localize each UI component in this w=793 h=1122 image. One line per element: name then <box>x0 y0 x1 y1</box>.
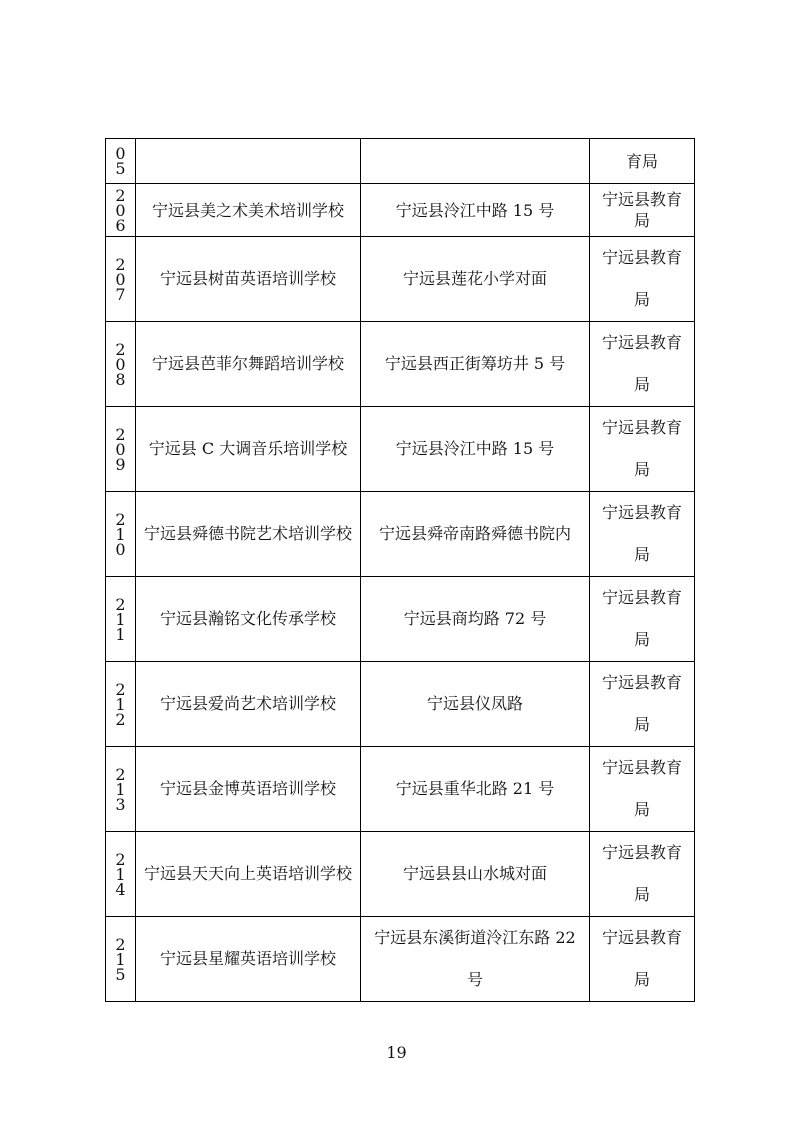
school-name-cell: 宁远县金博英语培训学校 <box>136 747 361 832</box>
department-cell: 宁远县教育局 <box>590 492 695 577</box>
row-number: 2 0 6 <box>106 184 136 237</box>
row-number: 2 0 8 <box>106 322 136 407</box>
school-name-cell: 宁远县天天向上英语培训学校 <box>136 832 361 917</box>
department-cell: 宁远县教育局 <box>590 322 695 407</box>
row-number: 2 0 9 <box>106 407 136 492</box>
address-cell: 宁远县县山水城对面 <box>361 832 590 917</box>
table-row <box>106 322 695 407</box>
school-name-cell <box>136 139 361 184</box>
department-cell: 宁远县教育局 <box>590 747 695 832</box>
table-row <box>106 237 695 322</box>
address-cell: 宁远县仪凤路 <box>361 662 590 747</box>
row-number: 2 1 3 <box>106 747 136 832</box>
table-row <box>106 184 695 237</box>
address-cell: 宁远县莲花小学对面 <box>361 237 590 322</box>
school-name-cell: 宁远县瀚铭文化传承学校 <box>136 577 361 662</box>
table-row <box>106 139 695 184</box>
table-row <box>106 407 695 492</box>
department-cell: 宁远县教育局 <box>590 577 695 662</box>
department-cell: 宁远县教育局 <box>590 662 695 747</box>
school-name-cell: 宁远县舜德书院艺术培训学校 <box>136 492 361 577</box>
department-cell: 宁远县教育局 <box>590 184 695 237</box>
table-row <box>106 917 695 1002</box>
address-cell: 宁远县泠江中路 15 号 <box>361 407 590 492</box>
table-row <box>106 492 695 577</box>
address-cell: 宁远县西正街筹坊井 5 号 <box>361 322 590 407</box>
table-row <box>106 662 695 747</box>
address-cell: 宁远县商均路 72 号 <box>361 577 590 662</box>
address-cell: 宁远县舜帝南路舜德书院内 <box>361 492 590 577</box>
address-cell: 宁远县东溪街道泠江东路 22 号 <box>361 917 590 1002</box>
table-row <box>106 832 695 917</box>
page-number: 19 <box>386 1043 407 1062</box>
department-cell: 宁远县教育局 <box>590 832 695 917</box>
row-number: 2 1 4 <box>106 832 136 917</box>
school-name-cell: 宁远县 C 大调音乐培训学校 <box>136 407 361 492</box>
school-name-cell: 宁远县美之术美术培训学校 <box>136 184 361 237</box>
row-number: 0 5 <box>106 139 136 184</box>
row-number: 2 1 5 <box>106 917 136 1002</box>
row-number: 2 1 1 <box>106 577 136 662</box>
address-cell <box>361 139 590 184</box>
school-name-cell: 宁远县树苗英语培训学校 <box>136 237 361 322</box>
address-cell: 宁远县泠江中路 15 号 <box>361 184 590 237</box>
school-name-cell: 宁远县星耀英语培训学校 <box>136 917 361 1002</box>
department-cell: 宁远县教育局 <box>590 237 695 322</box>
department-cell: 宁远县教育局 <box>590 917 695 1002</box>
row-number: 2 0 7 <box>106 237 136 322</box>
department-cell: 宁远县教育局 <box>590 407 695 492</box>
school-name-cell: 宁远县芭菲尔舞蹈培训学校 <box>136 322 361 407</box>
row-number: 2 1 2 <box>106 662 136 747</box>
table-row <box>106 577 695 662</box>
school-list-table <box>105 138 695 1002</box>
address-cell: 宁远县重华北路 21 号 <box>361 747 590 832</box>
table-row <box>106 747 695 832</box>
school-name-cell: 宁远县爱尚艺术培训学校 <box>136 662 361 747</box>
row-number: 2 1 0 <box>106 492 136 577</box>
department-cell: 育局 <box>590 139 695 184</box>
